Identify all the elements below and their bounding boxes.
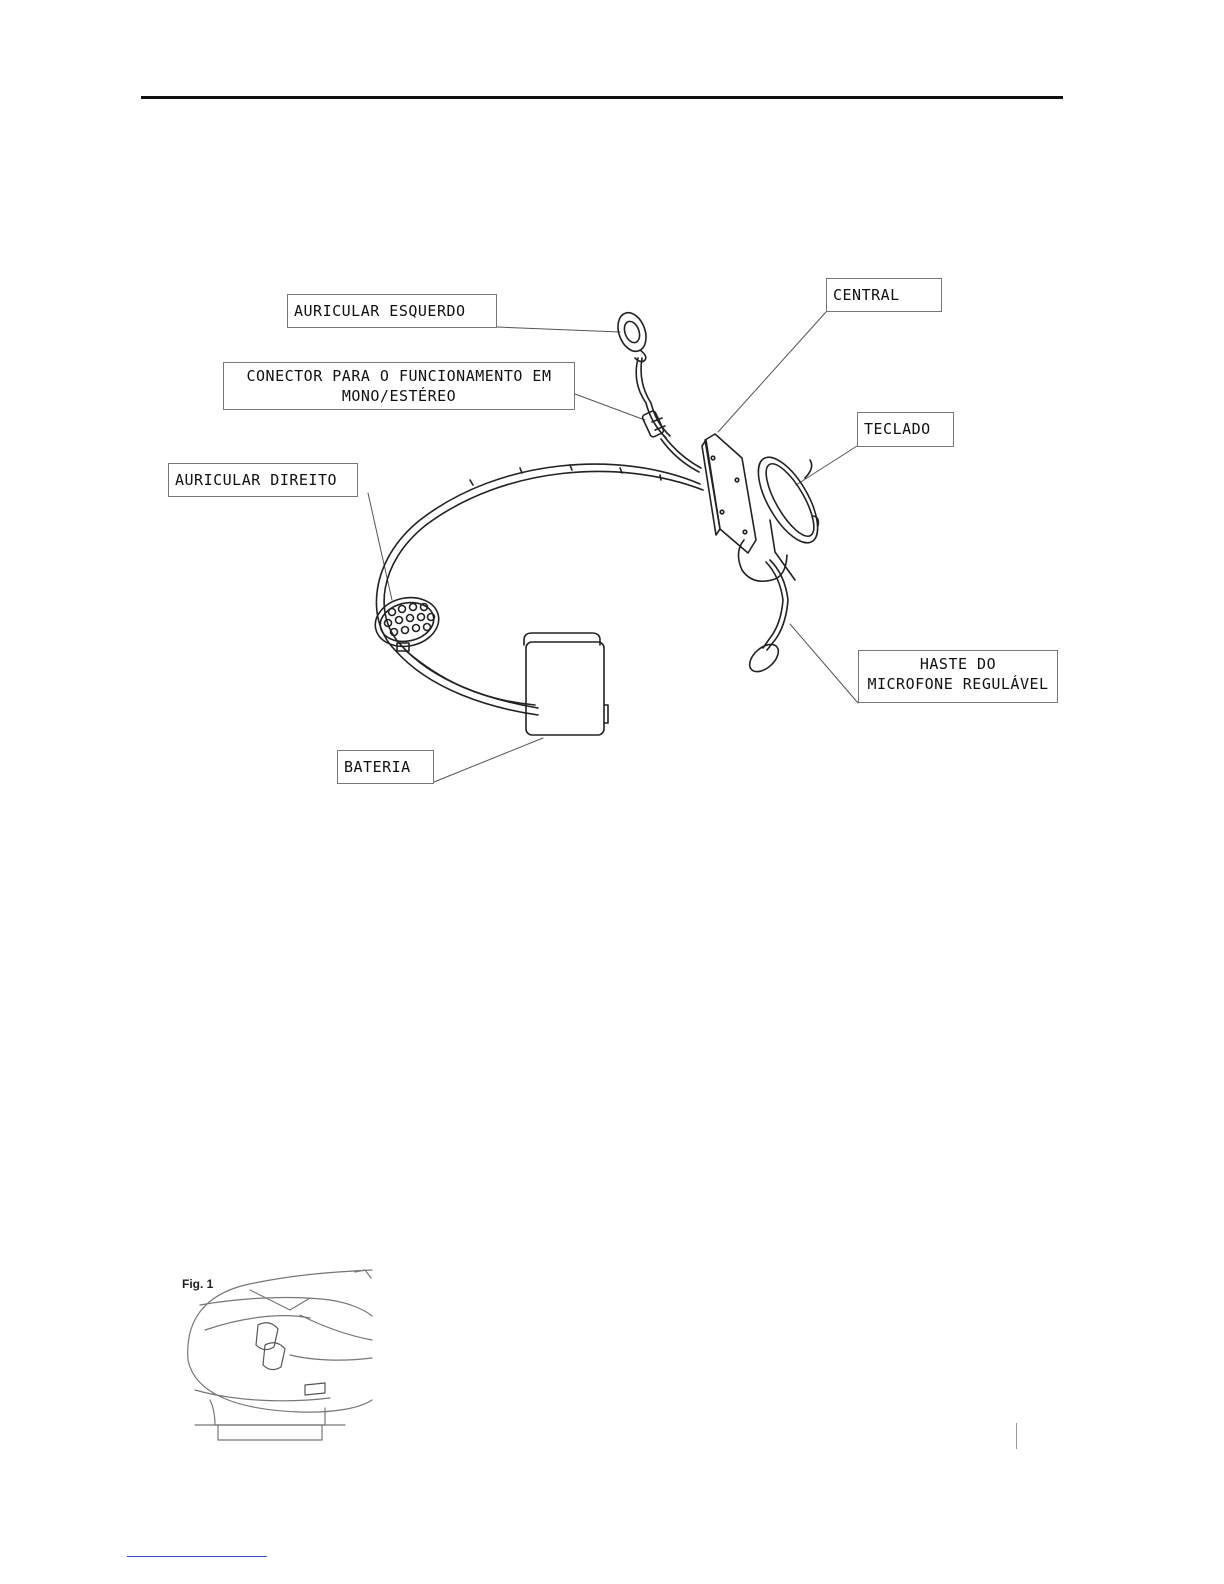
figure-label: Fig. 1 [182,1277,214,1291]
footer-link-underline [127,1556,267,1557]
label-text-line1: CONECTOR PARA O FUNCIONAMENTO EM [246,367,552,385]
label-text-line2: MICROFONE REGULÁVEL [867,675,1049,693]
label-text: AURICULAR DIREITO [175,471,338,489]
label-text-line2: MONO/ESTÉREO [341,387,457,405]
label-text-line1: HASTE DO [919,655,997,673]
label-text: AURICULAR ESQUERDO [294,302,466,320]
label-text: BATERIA [344,758,411,776]
page-marker [1016,1423,1017,1449]
label-text: CENTRAL [833,286,900,304]
label-text: TECLADO [864,420,931,438]
